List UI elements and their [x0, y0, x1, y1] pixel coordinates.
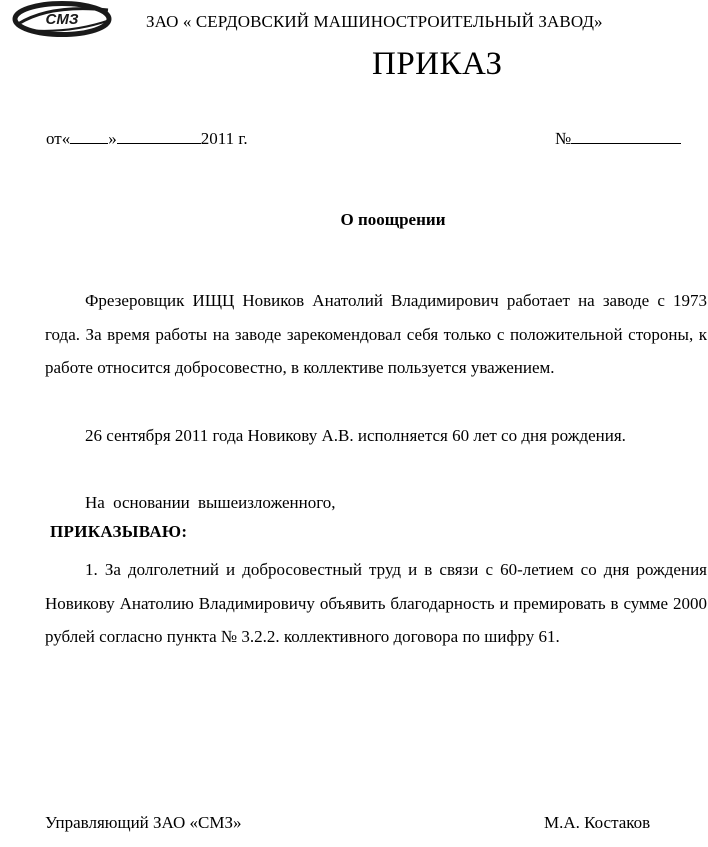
number-prefix: № — [555, 129, 572, 148]
number-blank — [571, 128, 681, 144]
signatory-name: М.А. Костаков — [544, 813, 651, 832]
date-year: 2011 г. — [200, 129, 248, 148]
paragraph-2: 26 сентября 2011 года Новикову А.В. исполняется 60 лет со дня рождения. — [85, 426, 626, 445]
month-blank — [117, 128, 201, 144]
order-item-1: 1. За долголетний и добросовестный труд и в связи с 60-летием со дня рождения Новикову Анатолию Владимировичу объявить благодарность и премировать в сумме 2000 рублей согласно пункта № 3.2.2. коллективного договора по шифру 61. — [45, 560, 707, 647]
date-line — [46, 128, 248, 149]
paragraph-3: На основании вышеизложенного, — [85, 493, 336, 512]
company-name: ЗАО « СЕРДОВСКИЙ МАШИНОСТРОИТЕЛЬНЫЙ ЗАВОД» — [146, 12, 603, 31]
logo-text: СМЗ — [45, 11, 79, 28]
date-middle: » — [108, 129, 117, 148]
document-title: ПРИКАЗ — [372, 46, 503, 82]
document-subject: О поощрении — [340, 210, 446, 229]
order-word: ПРИКАЗЫВАЮ: — [50, 522, 188, 541]
date-prefix: от« — [46, 129, 71, 148]
signatory-role: Управляющий ЗАО «СМЗ» — [45, 813, 242, 832]
number-line — [555, 128, 681, 149]
company-logo — [10, 0, 114, 38]
paragraph-1: Фрезеровщик ИЩЦ Новиков Анатолий Владимирович работает на заводе с 1973 года. За время работы на заводе зарекомендовал себя только с положительной стороны, к работе относится добросовестно, в коллективе пользуется уважением. — [45, 291, 707, 378]
day-blank — [70, 128, 108, 144]
